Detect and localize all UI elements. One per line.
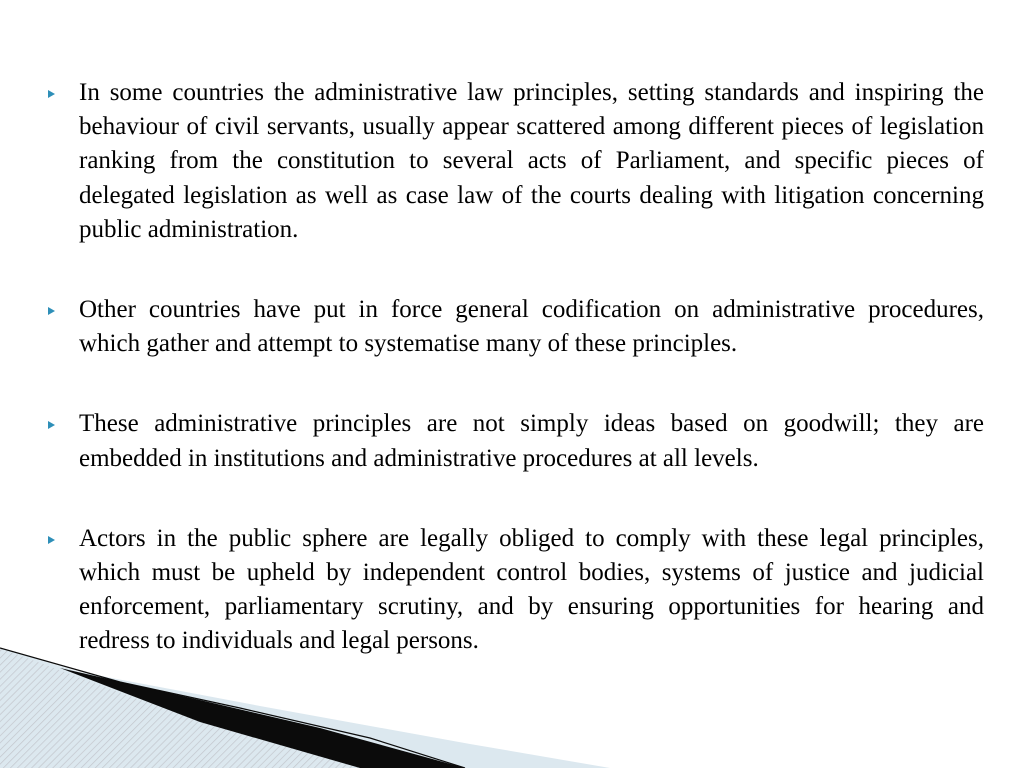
bullet-text: Other countries have put in force general codification on administrative procedures, which gather and attempt to systematise many of these principles.	[79, 296, 984, 358]
bullet-text: These administrative principles are not simply ideas based on goodwill; they are embedded in institutions and administrative procedures at all levels.	[79, 410, 984, 472]
triangle-bullet-icon	[48, 307, 55, 315]
bullet-item	[48, 522, 984, 659]
bullet-item	[48, 407, 984, 475]
bullet-item	[48, 76, 984, 247]
bullet-item	[48, 293, 984, 361]
bullet-text: In some countries the administrative law principles, setting standards and inspiring the behaviour of civil servants, usually appear scattered among different pieces of legislation ranking from the constitution to several acts of Parliament, and specific pieces of delegated legislation as well as case law of the courts dealing with litigation concerning public administration.	[79, 79, 984, 243]
triangle-bullet-icon	[48, 421, 55, 429]
triangle-bullet-icon	[48, 536, 55, 544]
triangle-bullet-icon	[48, 90, 55, 98]
bullet-list	[48, 76, 984, 705]
bullet-text: Actors in the public sphere are legally obliged to comply with these legal principles, which must be upheld by independent control bodies, systems of justice and judicial enforcement, parliamentary scrutiny, and by ensuring opportunities for hearing and redress to individuals and legal persons.	[79, 524, 984, 655]
